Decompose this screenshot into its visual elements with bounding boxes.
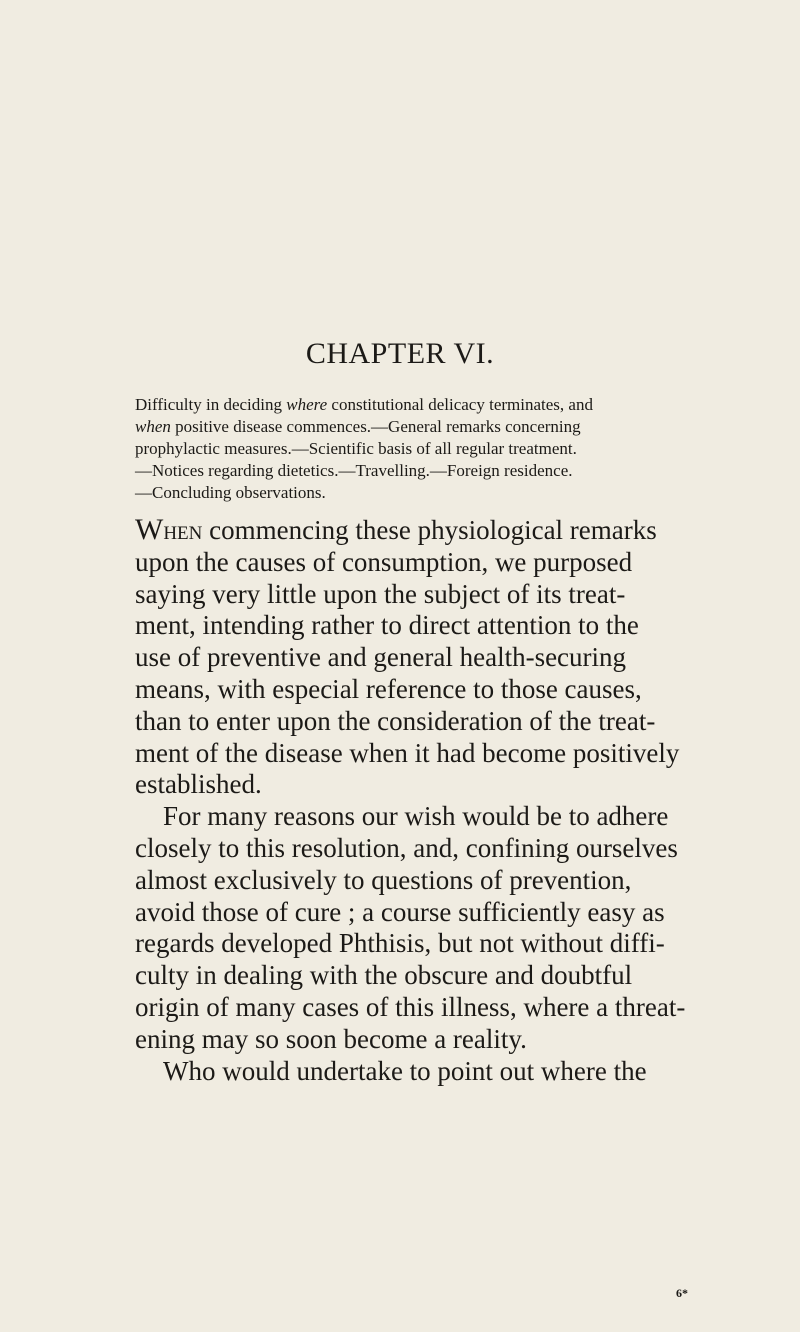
- body-line: culty in dealing with the obscure and doubtful: [135, 960, 633, 991]
- body-line: origin of many cases of this illness, where a threat-: [135, 991, 686, 1022]
- body-line: ening may so soon become a reality.: [135, 1023, 527, 1054]
- opening-word: hen: [163, 515, 203, 545]
- body-line: ment, intending rather to direct attention to the: [135, 610, 639, 641]
- drop-initial: W: [135, 513, 164, 546]
- signature-mark: 6*: [676, 1286, 688, 1300]
- chapter-synopsis: [135, 394, 685, 504]
- body-text: [135, 514, 695, 1087]
- body-line: means, with especial reference to those causes,: [135, 673, 642, 704]
- body-line: use of preventive and general health-securing: [135, 642, 627, 673]
- body-line: ment of the disease when it had become positively: [135, 737, 680, 768]
- chapter-title: CHAPTER VI.: [305, 337, 495, 370]
- body-line: almost exclusively to questions of prevention,: [135, 864, 632, 895]
- synopsis-line: when positive disease commences.—General remarks concerning: [135, 417, 581, 436]
- body-line: saying very little upon the subject of its treat-: [135, 578, 626, 609]
- synopsis-line: —Notices regarding dietetics.—Travelling.—Foreign residence.: [135, 461, 573, 480]
- synopsis-line: prophylactic measures.—Scientific basis of all regular treatment.: [135, 439, 577, 458]
- body-line: avoid those of cure ; a course sufficiently easy as: [135, 896, 665, 927]
- body-line: established.: [135, 769, 262, 800]
- body-line: closely to this resolution, and, confining ourselves: [135, 832, 678, 863]
- body-line: than to enter upon the consideration of the treat-: [135, 705, 656, 736]
- body-line: Who would undertake to point out where the: [163, 1055, 647, 1086]
- body-line: When commencing these physiological remarks: [135, 513, 657, 546]
- synopsis-line: —Concluding observations.: [135, 483, 326, 502]
- body-line: upon the causes of consumption, we purposed: [135, 546, 633, 577]
- synopsis-line: Difficulty in deciding where constitutional delicacy terminates, and: [135, 395, 593, 414]
- body-line: regards developed Phthisis, but not without diffi-: [135, 928, 665, 959]
- body-line: For many reasons our wish would be to adhere: [163, 801, 669, 832]
